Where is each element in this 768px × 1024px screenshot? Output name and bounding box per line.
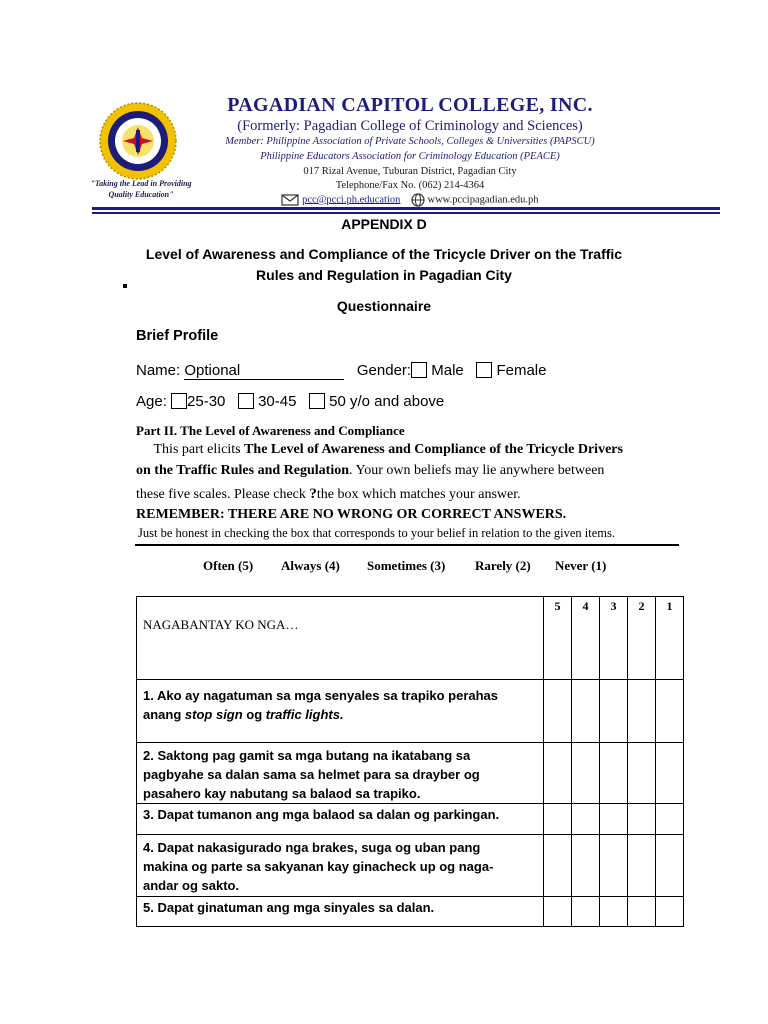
- name-placeholder: Optional: [184, 362, 241, 379]
- item-5-score-3-cell[interactable]: [600, 897, 628, 927]
- item-4-score-3-cell[interactable]: [600, 835, 628, 897]
- scale-legend: [203, 558, 606, 574]
- gender-label: Gender:: [356, 362, 412, 379]
- table-row: [137, 680, 684, 743]
- gender-female-checkbox[interactable]: [476, 362, 492, 378]
- college-tagline: "Taking the Lead in Providing Quality Education": [90, 179, 192, 199]
- gender-female-label: Female: [496, 362, 547, 379]
- item-2-score-2-cell[interactable]: [628, 743, 656, 804]
- college-name: PAGADIAN CAPITOL COLLEGE, INC.: [227, 94, 593, 116]
- item-2-score-3-cell[interactable]: [600, 743, 628, 804]
- table-row: [137, 804, 684, 835]
- score-header-2: 2: [628, 597, 656, 680]
- questionnaire-heading: Questionnaire: [336, 298, 432, 314]
- intro-bold-title: The Level of Awareness and Compliance of the Tricycle Drivers: [244, 442, 623, 457]
- college-address: 017 Rizal Avenue, Tuburan District, Pagadian City: [303, 166, 517, 177]
- age-30-45-checkbox[interactable]: [238, 393, 254, 409]
- item-5-score-1-cell[interactable]: [656, 897, 684, 927]
- part2-heading: Part II. The Level of Awareness and Compliance: [136, 423, 405, 438]
- item-4-score-4-cell[interactable]: [572, 835, 600, 897]
- appendix-label: APPENDIX D: [341, 216, 427, 232]
- item-1-text: 1. Ako ay nagatuman sa mga senyales sa trapiko perahas anang stop sign og traffic lights.: [137, 680, 544, 743]
- scale-rarely: Rarely (2): [475, 558, 531, 573]
- scale-often: Often (5): [203, 558, 254, 573]
- score-header-1: 1: [656, 597, 684, 680]
- age-30-45-label: 30-45: [258, 393, 297, 410]
- item-2-score-4-cell[interactable]: [572, 743, 600, 804]
- table-row: [137, 835, 684, 897]
- age-50-above-checkbox[interactable]: [309, 393, 325, 409]
- item-3-score-5-cell[interactable]: [544, 804, 572, 835]
- intro-text-3: these five scales. Please check: [136, 487, 310, 502]
- item-2-score-5-cell[interactable]: [544, 743, 572, 804]
- item-3-score-3-cell[interactable]: [600, 804, 628, 835]
- study-title-line1: Level of Awareness and Compliance of the Tricycle Driver on the Traffic: [145, 246, 623, 262]
- intro-text: This part elicits: [153, 442, 245, 457]
- part2-intro-line3: [136, 486, 696, 503]
- part2-intro-line2: [136, 463, 696, 479]
- intro-bold-subject: on the Traffic Rules and Regulation: [136, 463, 349, 478]
- stray-bullet-mark: [123, 284, 127, 288]
- intro-text-4: the box which matches your answer.: [316, 487, 521, 502]
- gender-male-label: Male: [431, 362, 464, 379]
- scale-always: Always (4): [281, 558, 340, 573]
- intro-text-2: . Your own beliefs may lie anywhere between: [349, 463, 605, 478]
- item-4-text: 4. Dapat nakasigurado nga brakes, suga og uban pang makina og parte sa sakyanan kay ginacheck up og naga- andar og sakto.: [137, 835, 544, 897]
- item-1-score-3-cell[interactable]: [600, 680, 628, 743]
- letterhead-rule-thin: [92, 212, 720, 214]
- honesty-note: Just be honest in checking the box that corresponds to your belief in relation to the given items.: [138, 526, 615, 540]
- table-row: [137, 897, 684, 927]
- score-header-3: 3: [600, 597, 628, 680]
- score-header-5: 5: [544, 597, 572, 680]
- table-row: [137, 743, 684, 804]
- item-4-score-1-cell[interactable]: [656, 835, 684, 897]
- college-contact: [186, 193, 634, 207]
- brief-profile-heading: Brief Profile: [136, 328, 219, 344]
- item-3-score-1-cell[interactable]: [656, 804, 684, 835]
- study-title-line2: Rules and Regulation in Pagadian City: [256, 267, 512, 283]
- remember-note: REMEMBER: THERE ARE NO WRONG OR CORRECT ANSWERS.: [136, 507, 567, 522]
- item-3-score-2-cell[interactable]: [628, 804, 656, 835]
- item-2-score-1-cell[interactable]: [656, 743, 684, 804]
- item-5-score-5-cell[interactable]: [544, 897, 572, 927]
- item-1-score-1-cell[interactable]: [656, 680, 684, 743]
- table-header-label: NAGABANTAY KO NGA…: [137, 597, 544, 680]
- item-3-text: 3. Dapat tumanon ang mga balaod sa dalan og parkingan.: [137, 804, 544, 835]
- college-seal-logo: [92, 100, 184, 182]
- check-symbol-icon: ?: [309, 486, 317, 502]
- email-link[interactable]: pcc@pcci.ph.education: [302, 194, 401, 206]
- part2-intro-line1: [136, 442, 696, 458]
- globe-icon: [411, 193, 425, 207]
- item-1-score-2-cell[interactable]: [628, 680, 656, 743]
- college-former-name: (Formerly: Pagadian College of Criminology and Sciences): [237, 118, 583, 134]
- item-1-score-4-cell[interactable]: [572, 680, 600, 743]
- email-icon: [281, 194, 299, 206]
- age-row: [136, 393, 444, 410]
- age-25-30-label: 25-30: [187, 393, 226, 410]
- name-label: Name:: [136, 362, 185, 379]
- website-link[interactable]: www.pccipagadian.edu.ph: [427, 194, 539, 206]
- age-50-above-label: 50 y/o and above: [329, 393, 445, 410]
- age-25-30-checkbox[interactable]: [171, 393, 187, 409]
- item-5-text: 5. Dapat ginatuman ang mga sinyales sa dalan.: [137, 897, 544, 927]
- name-gender-row: [136, 362, 546, 380]
- item-5-score-2-cell[interactable]: [628, 897, 656, 927]
- letterhead-rule-thick: [92, 207, 720, 210]
- college-phone: Telephone/Fax No. (062) 214-4364: [335, 180, 485, 191]
- section-divider: [135, 544, 679, 546]
- item-5-score-4-cell[interactable]: [572, 897, 600, 927]
- gender-male-checkbox[interactable]: [411, 362, 427, 378]
- papscu-membership: Member: Philippine Association of Private Schools, Colleges & Universities (PAPSCU): [225, 136, 595, 147]
- age-label: Age:: [136, 393, 167, 410]
- scale-sometimes: Sometimes (3): [367, 558, 446, 573]
- item-1-score-5-cell[interactable]: [544, 680, 572, 743]
- name-field[interactable]: [184, 362, 344, 380]
- item-3-score-4-cell[interactable]: [572, 804, 600, 835]
- scale-never: Never (1): [555, 558, 607, 573]
- peace-membership: Philippine Educators Association for Criminology Education (PEACE): [260, 151, 560, 162]
- item-2-text: 2. Saktong pag gamit sa mga butang na ikatabang sa pagbyahe sa dalan sama sa helmet para sa drayber og pasahero kay nabutang sa balaod sa trapiko.: [137, 743, 544, 804]
- item-4-score-2-cell[interactable]: [628, 835, 656, 897]
- table-header-row: [137, 597, 684, 680]
- questionnaire-table: [136, 596, 684, 927]
- score-header-4: 4: [572, 597, 600, 680]
- item-4-score-5-cell[interactable]: [544, 835, 572, 897]
